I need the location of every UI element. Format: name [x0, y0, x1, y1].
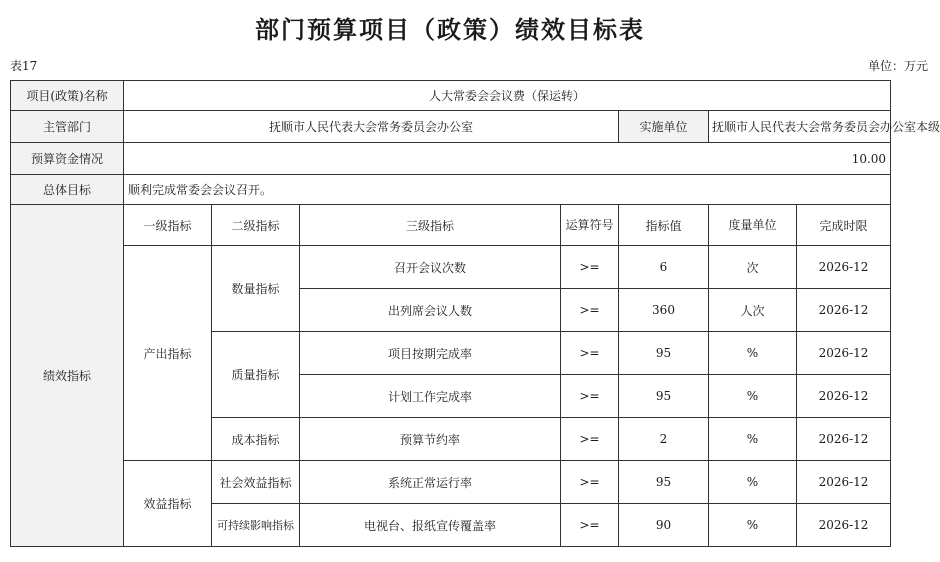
- project-value: 人大常委会会议费（保运转）: [124, 81, 891, 111]
- row-unit: 次: [709, 246, 797, 289]
- row-name: 预算节约率: [300, 418, 561, 461]
- dept-row: [11, 111, 891, 143]
- row-value: 95: [619, 375, 709, 418]
- table-number: 表17: [10, 59, 38, 73]
- performance-table: [10, 80, 940, 547]
- row-deadline: 2026-12: [797, 246, 891, 289]
- header-deadline: 完成时限: [797, 205, 891, 246]
- row-name: 电视台、报纸宣传覆盖率: [300, 504, 561, 547]
- budget-value: 10.00: [124, 143, 891, 175]
- dept-label: 主管部门: [11, 111, 124, 143]
- goal-label: 总体目标: [11, 175, 124, 205]
- row-unit: %: [709, 461, 797, 504]
- header-l3: 三级指标: [300, 205, 561, 246]
- row-unit: 人次: [709, 289, 797, 332]
- table-row: [11, 246, 891, 289]
- impl-value: 抚顺市人民代表大会常务委员会办公室本级: [709, 111, 891, 143]
- row-value: 6: [619, 246, 709, 289]
- row-deadline: 2026-12: [797, 504, 891, 547]
- row-value: 360: [619, 289, 709, 332]
- row-unit: %: [709, 504, 797, 547]
- budget-label: 预算资金情况: [11, 143, 124, 175]
- row-unit: %: [709, 332, 797, 375]
- unit-label: 单位：万元: [867, 59, 928, 73]
- row-deadline: 2026-12: [797, 375, 891, 418]
- row-unit: %: [709, 375, 797, 418]
- row-value: 95: [619, 461, 709, 504]
- row-deadline: 2026-12: [797, 461, 891, 504]
- header-unit: 度量单位: [709, 205, 797, 246]
- row-op: >=: [561, 246, 619, 289]
- group-output: 产出指标: [124, 246, 212, 461]
- row-op: >=: [561, 504, 619, 547]
- row-name: 出列席会议人数: [300, 289, 561, 332]
- dept-value: 抚顺市人民代表大会常务委员会办公室: [124, 111, 619, 143]
- group-quality: 质量指标: [212, 332, 300, 418]
- row-name: 项目按期完成率: [300, 332, 561, 375]
- perf-label: 绩效指标: [11, 205, 124, 547]
- row-deadline: 2026-12: [797, 332, 891, 375]
- goal-row: [11, 175, 891, 205]
- row-name: 系统正常运行率: [300, 461, 561, 504]
- goal-value: 顺利完成常委会会议召开。: [124, 175, 891, 205]
- table-row: [11, 461, 891, 504]
- row-op: >=: [561, 461, 619, 504]
- header-value: 指标值: [619, 205, 709, 246]
- row-value: 90: [619, 504, 709, 547]
- row-op: >=: [561, 332, 619, 375]
- project-row: [11, 81, 891, 111]
- group-social: 社会效益指标: [212, 461, 300, 504]
- budget-row: [11, 143, 891, 175]
- row-unit: %: [709, 418, 797, 461]
- row-deadline: 2026-12: [797, 418, 891, 461]
- row-value: 2: [619, 418, 709, 461]
- header-l1: 一级指标: [124, 205, 212, 246]
- row-name: 召开会议次数: [300, 246, 561, 289]
- group-benefit: 效益指标: [124, 461, 212, 547]
- row-name: 计划工作完成率: [300, 375, 561, 418]
- header-l2: 二级指标: [212, 205, 300, 246]
- row-op: >=: [561, 418, 619, 461]
- row-op: >=: [561, 375, 619, 418]
- header-row: [11, 205, 891, 246]
- page-title: 部门预算项目（政策）绩效目标表: [255, 15, 645, 44]
- row-value: 95: [619, 332, 709, 375]
- group-sustain: 可持续影响指标: [212, 504, 300, 547]
- impl-label: 实施单位: [619, 111, 709, 143]
- group-quantity: 数量指标: [212, 246, 300, 332]
- header-op: 运算符号: [561, 205, 619, 246]
- row-op: >=: [561, 289, 619, 332]
- project-label: 项目(政策)名称: [11, 81, 124, 111]
- group-cost: 成本指标: [212, 418, 300, 461]
- row-deadline: 2026-12: [797, 289, 891, 332]
